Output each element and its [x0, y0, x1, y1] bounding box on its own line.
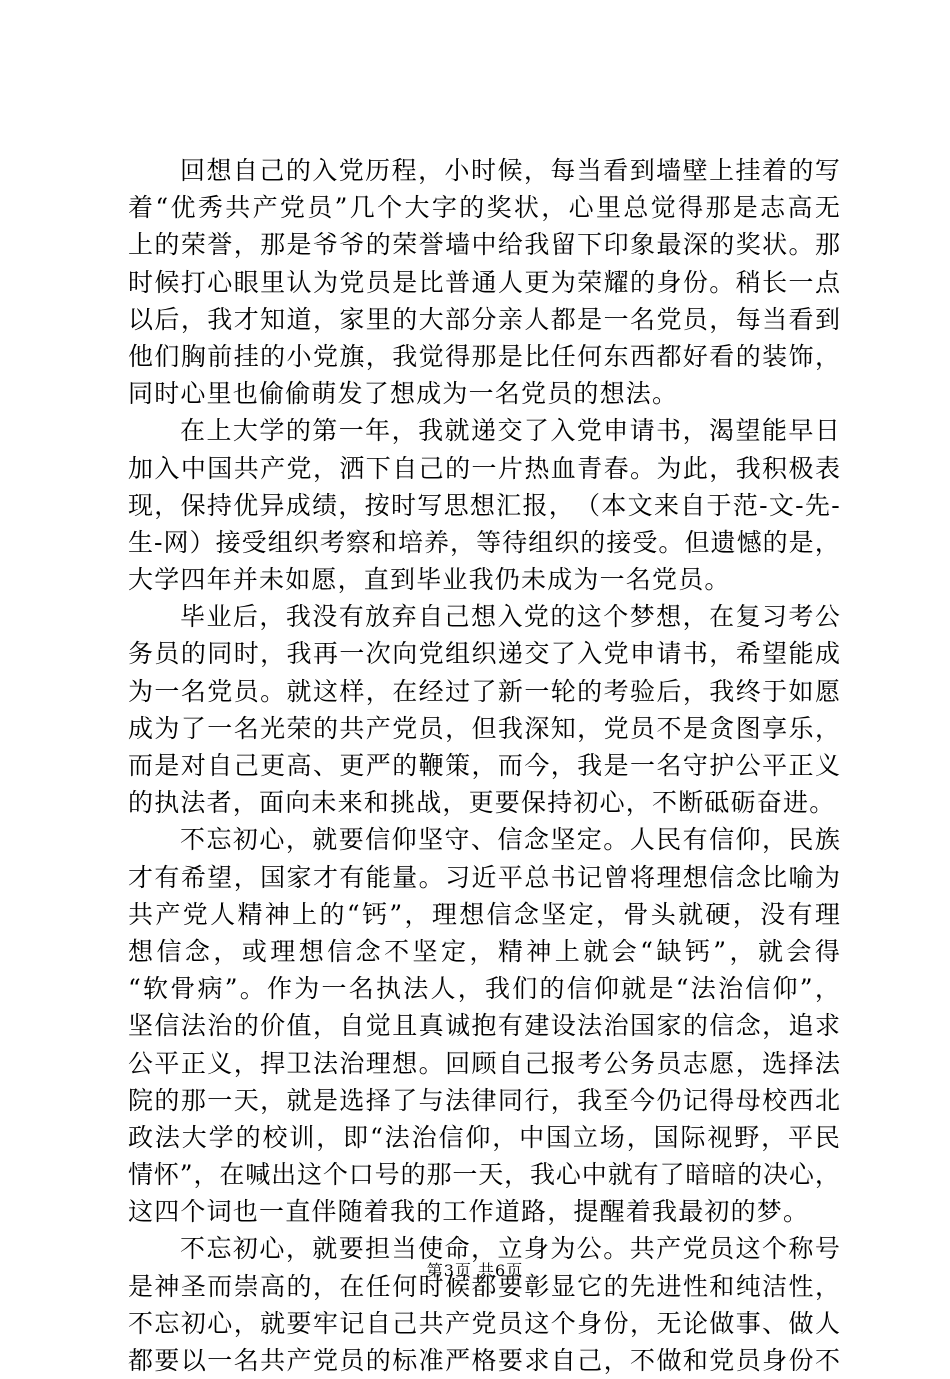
- text-line: 情 怀 ” ， 在 喊 出 这 个 口 号 的 那 一 天 ， 我 心 中 就 有 了 暗 暗 的 决 心 ，: [128, 1160, 840, 1190]
- text-line: 生 - 网 ） 接 受 组 织 考 察 和 培 养 ， 等 待 组 织 的 接 受 。 但 遗 憾 的 是 ，: [128, 527, 840, 557]
- text-line: 上 的 荣 誉 ， 那 是 爷 爷 的 荣 誉 墙 中 给 我 留 下 印 象 最 深 的 奖 状 。 那: [128, 230, 840, 260]
- text-line: 的执法者，面向未来和挑战，更要保持初心，不断砥砺奋进。: [128, 788, 836, 818]
- text-line: 想 信 念 ， 或 理 想 信 念 不 坚 定 ， 精 神 上 就 会 “ 缺 钙 ” ， 就 会 得: [128, 936, 840, 966]
- text-line: 在 上 大 学 的 第 一 年 ， 我 就 递 交 了 入 党 申 请 书 ， 渴 望 能 早 日: [180, 416, 840, 446]
- text-line: 而 是 对 自 己 更 高 、 更 严 的 鞭 策 ， 而 今 ， 我 是 一 名 守 护 公 平 正 义: [128, 751, 840, 780]
- text-line: 加 入 中 国 共 产 党 ， 洒 下 自 己 的 一 片 热 血 青 春 。 为 此 ， 我 积 极 表: [128, 453, 840, 483]
- text-line: 务 员 的 同 时 ， 我 再 一 次 向 党 组 织 递 交 了 入 党 申 请 书 ， 希 望 能 成: [128, 639, 840, 669]
- text-line: 坚 信 法 治 的 价 值 ， 自 觉 且 真 诚 抱 有 建 设 法 治 国 家 的 信 念 ， 追 求: [128, 1011, 840, 1041]
- text-line: 都 要 以 一 名 共 产 党 员 的 标 准 严 格 要 求 自 己 ， 不 做 和 党 员 身 份 不: [128, 1346, 840, 1375]
- page-footer: 第3页 共6页: [426, 1261, 524, 1280]
- text-line: 时 候 打 心 眼 里 认 为 党 员 是 比 普 通 人 更 为 荣 耀 的 身 份 。 稍 长 一 点: [128, 267, 840, 297]
- text-line: 不 忘 初 心 ， 就 要 信 仰 坚 守 、 信 念 坚 定 。 人 民 有 信 仰 ， 民 族: [180, 825, 840, 855]
- text-line: 成 为 了 一 名 光 荣 的 共 产 党 员 ， 但 我 深 知 ， 党 员 不 是 贪 图 享 乐 ，: [128, 713, 840, 743]
- text-line: 毕 业 后 ， 我 没 有 放 弃 自 己 想 入 党 的 这 个 梦 想 ， 在 复 习 考 公: [180, 602, 840, 632]
- text-line: 着 “ 优 秀 共 产 党 员 ” 几 个 大 字 的 奖 状 ， 心 里 总 觉 得 那 是 志 高 无: [128, 193, 840, 223]
- text-line: 院 的 那 一 天 ， 就 是 选 择 了 与 法 律 同 行 ， 我 至 今 仍 记 得 母 校 西 北: [128, 1085, 840, 1115]
- text-line: 是 神 圣 而 崇 高 的 ， 在 任 何 时 候 都 要 彰 显 它 的 先 进 性 和 纯 洁 性 ，: [128, 1271, 840, 1301]
- text-line: 不 忘 初 心 ， 就 要 牢 记 自 己 共 产 党 员 这 个 身 份 ， 无 论 做 事 、 做 人: [128, 1308, 840, 1338]
- text-line: 政 法 大 学 的 校 训 ， 即 “ 法 治 信 仰 ， 中 国 立 场 ， 国 际 视 野 ， 平 民: [128, 1122, 840, 1152]
- text-line: 共 产 党 人 精 神 上 的 “ 钙 ” ， 理 想 信 念 坚 定 ， 骨 头 就 硬 ， 没 有 理: [128, 899, 840, 929]
- text-line: 公 平 正 义 ， 捍 卫 法 治 理 想 。 回 顾 自 己 报 考 公 务 员 志 愿 ， 选 择 法: [128, 1048, 840, 1078]
- text-line: 为 一 名 党 员 。 就 这 样 ， 在 经 过 了 新 一 轮 的 考 验 后 ， 我 终 于 如 愿: [128, 676, 840, 706]
- text-line: 回 想 自 己 的 入 党 历 程 ， 小 时 候 ， 每 当 看 到 墙 壁 上 挂 着 的 写: [180, 156, 840, 185]
- text-line: 同时心里也偷偷萌发了想成为一名党员的想法。: [128, 379, 679, 409]
- text-line: 现 ， 保 持 优 异 成 绩 ， 按 时 写 思 想 汇 报 ， （ 本 文 来 自 于 范 - 文 - 先 -: [128, 490, 840, 520]
- text-line: 才 有 希 望 ， 国 家 才 有 能 量 。 习 近 平 总 书 记 曾 将 理 想 信 念 比 喻 为: [128, 862, 840, 892]
- text-line: 他 们 胸 前 挂 的 小 党 旗 ， 我 觉 得 那 是 比 任 何 东 西 都 好 看 的 装 饰 ，: [128, 341, 840, 371]
- document-body: [128, 152, 840, 1379]
- text-line: 大学四年并未如愿，直到毕业我仍未成为一名党员。: [128, 565, 731, 595]
- text-line: “ 软 骨 病 ” 。 作 为 一 名 执 法 人 ， 我 们 的 信 仰 就 是 “ 法 治 信 仰 ” ，: [128, 974, 840, 1004]
- text-line: 这四个词也一直伴随着我的工作道路，提醒着我最初的梦。: [128, 1197, 810, 1227]
- text-line: 不 忘 初 心 ， 就 要 担 当 使 命 ， 立 身 为 公 。 共 产 党 员 这 个 称 号: [180, 1234, 840, 1264]
- text-line: 以 后 ， 我 才 知 道 ， 家 里 的 大 部 分 亲 人 都 是 一 名 党 员 ， 每 当 看 到: [128, 304, 840, 334]
